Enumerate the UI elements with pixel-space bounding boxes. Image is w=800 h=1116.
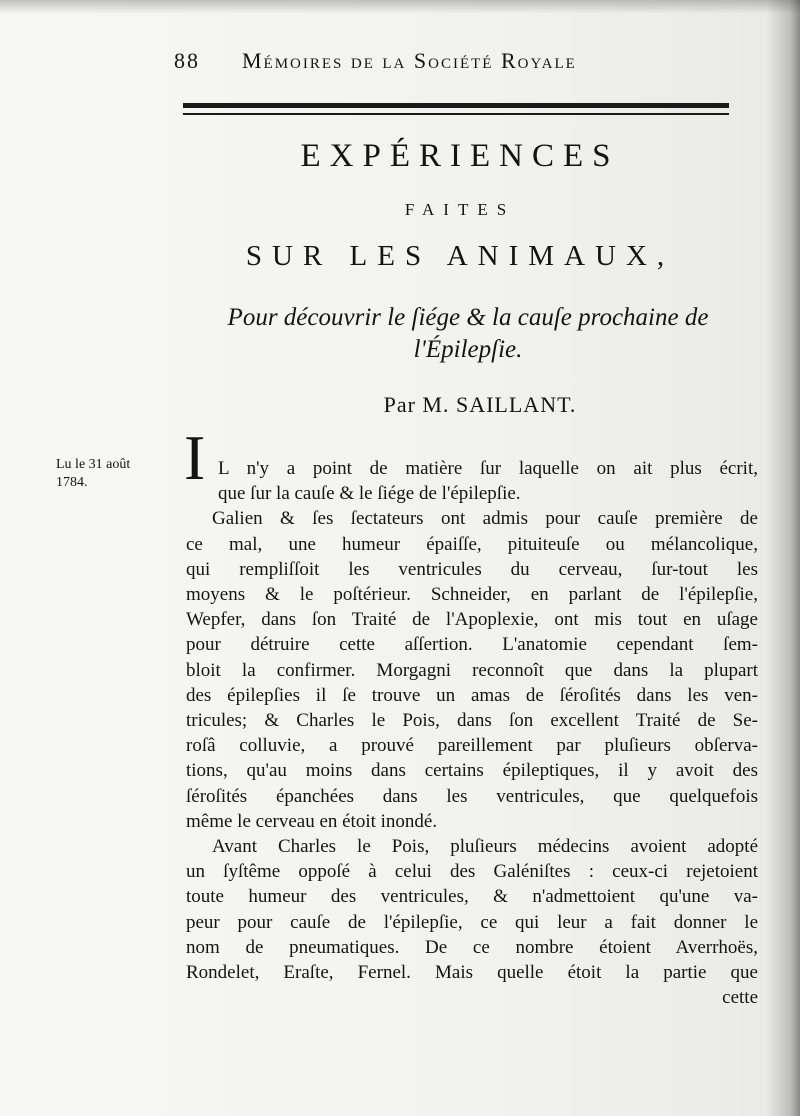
article-title-line3: SUR LES ANIMAUX, (245, 240, 675, 272)
subtitle-line1: Pour découvrir le ſiége & la cauſe prochaine de (227, 304, 709, 331)
catchword: cette (722, 987, 758, 1009)
text-line: Avant Charles le Pois, pluſieurs médecins avoient adopté (212, 836, 758, 858)
header-rule-thick (183, 103, 729, 108)
text-line: qui rempliſſoit les ventricules du cerveau, ſur-tout les (186, 558, 758, 580)
drop-cap: I (184, 422, 206, 493)
margin-note-line1: Lu le 31 août (56, 457, 131, 472)
text-line: ce mal, une humeur épaiſſe, pituiteuſe ou mélancolique, (186, 533, 758, 555)
text-line: peur pour cauſe de l'épilepſie, ce qui leur a fait donner le (186, 911, 758, 933)
text-line: Wepfer, dans ſon Traité de l'Apoplexie, ont mis tout en uſage (186, 609, 758, 631)
text-line: L n'y a point de matière ſur laquelle on ait plus écrit, (218, 458, 758, 479)
text-line: Rondelet, Eraſte, Fernel. Mais quelle étoit la partie que (186, 962, 758, 984)
text-line: que ſur la cauſe & le ſiége de l'épilepſie. (218, 483, 521, 505)
text-line: un ſyſtême oppoſé à celui des Galéniſtes : ceux-ci rejetoient (186, 861, 758, 883)
text-line: tions, qu'au moins dans certains épileptiques, il y avoit des (186, 760, 758, 782)
article-subtitle (178, 302, 758, 366)
text-line: moyens & le poſtérieur. Schneider, en parlant de l'épilepſie, (186, 584, 758, 606)
text-line: des épilepſies il ſe trouve un amas de ſéroſités dans les ven- (186, 684, 758, 706)
body-text (186, 456, 758, 1010)
text-line: toute humeur des ventricules, & n'admettoient qu'une va- (186, 886, 758, 908)
subtitle-line2: l'Épilepſie. (413, 336, 523, 363)
header-rule-thin (183, 113, 729, 115)
text-line: ſéroſités épanchées dans les ventricules, que quelquefois (186, 785, 758, 807)
page-edge-shadow (766, 0, 800, 1116)
text-line: roſâ colluvie, a prouvé pareillement par pluſieurs obſerva- (186, 735, 758, 757)
text-line: Galien & ſes ſectateurs ont admis pour cauſe première de (212, 508, 758, 530)
text-line: pour détruire cette aſſertion. L'anatomie cependant ſem- (186, 634, 758, 656)
text-line: bloit la confirmer. Morgagni reconnoît que dans la plupart (186, 659, 758, 681)
page-top-shadow (0, 0, 800, 14)
page-number: 88 (174, 48, 200, 73)
text-line: nom de pneumatiques. De ce nombre étoient Averrhoës, (186, 936, 758, 958)
margin-note-line2: 1784. (56, 475, 88, 490)
article-title-line1: EXPÉRIENCES (300, 138, 620, 174)
article-title-line2: FAITES (404, 200, 516, 219)
text-line: tricules; & Charles le Pois, dans ſon excellent Traité de Se- (186, 710, 758, 732)
page-header (170, 42, 690, 82)
running-title: Mémoires de la Société Royale (242, 48, 577, 73)
author-line: Par M. SAILLANT. (383, 392, 577, 417)
margin-note (56, 456, 186, 492)
text-line: même le cerveau en étoit inondé. (186, 810, 438, 832)
